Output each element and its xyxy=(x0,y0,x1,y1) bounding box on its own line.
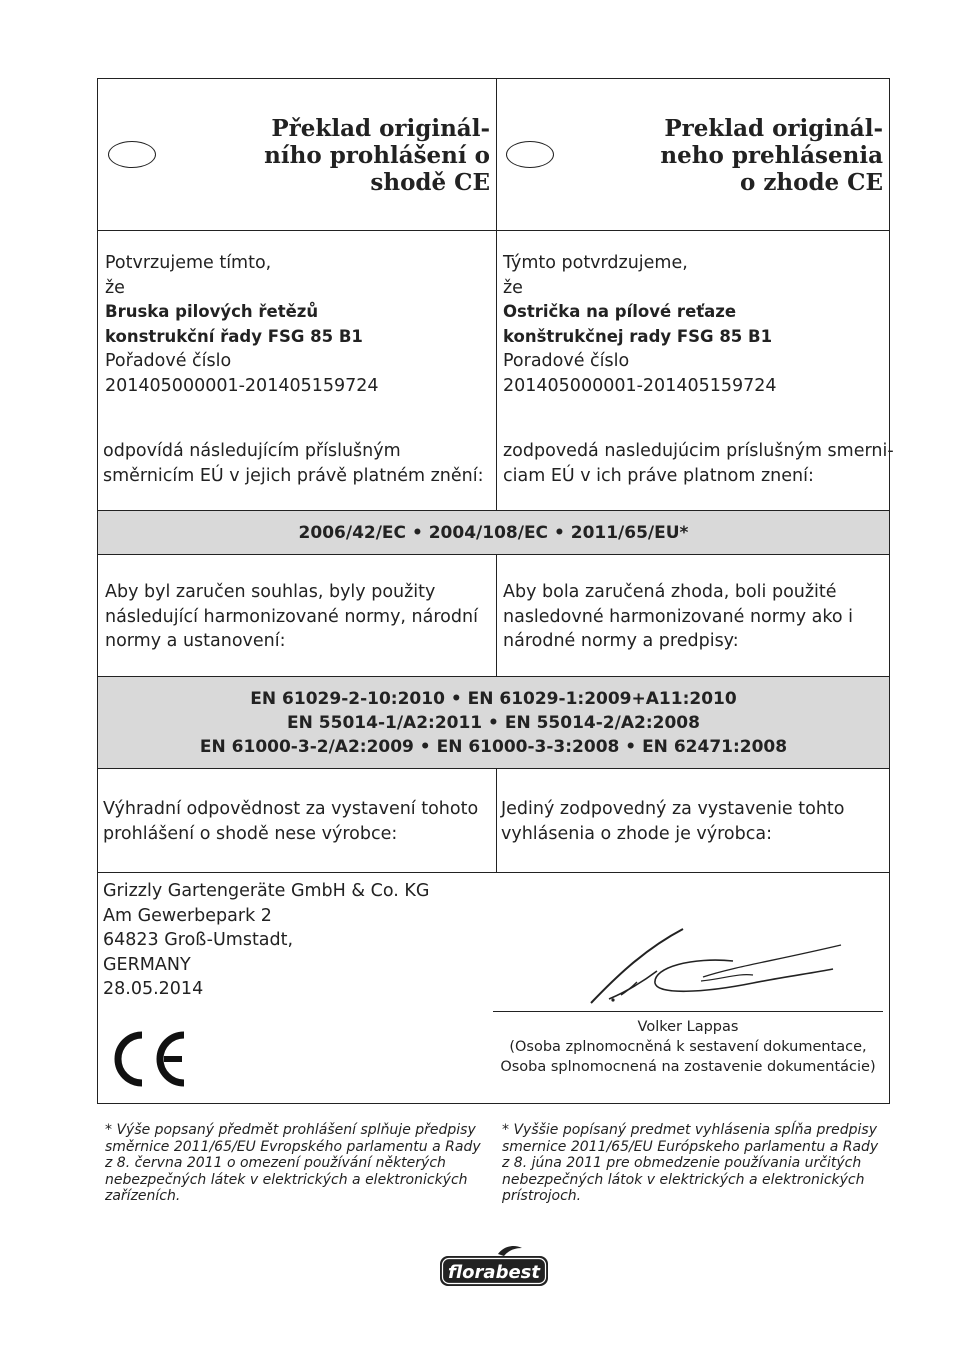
standards-row xyxy=(98,677,889,769)
responsibility-text-cz: Výhradní odpovědnost za vystavení tohoto prohlášení o shodě nese výrobce: xyxy=(103,799,479,844)
directives-list: 2006/42/EC • 2004/108/EC • 2011/65/EU* xyxy=(298,523,689,543)
footnote-sk: * Vyššie popísaný predmet vyhlásenia spĺňa predpisy smernice 2011/65/EU Európskeho parlamentu a Rady z 8. júna 2011 pre obmedzenie používania určitých nebezpečných látok v elektrických a elektronických prístrojoch. xyxy=(502,1122,879,1204)
responsibility-right-cell xyxy=(497,769,889,872)
standards-list: EN 61029-2-10:2010 • EN 61029-1:2009+A11:2010 EN 55014-1/A2:2011 • EN 55014-2/A2:2008 EN 61000-3-2/A2:2009 • EN 61000-3-3:2008 • EN 62471:2008 xyxy=(199,689,788,757)
responsibility-left-cell xyxy=(98,769,497,872)
header-left-cell xyxy=(98,79,497,230)
footnote-cz: * Výše popsaný předmět prohlášení splňuje předpisy směrnice 2011/65/EU Evropského parlamentu a Rady z 8. června 2011 o omezení používání některých nebezpečných látek v elektrických a elektronických zařízeních. xyxy=(105,1122,481,1204)
directives-row xyxy=(98,511,889,555)
harmonized-text-cz: Aby byl zaručen souhlas, byly použity následující harmonizované normy, národní normy a ustanovení: xyxy=(105,582,478,651)
signatory-name: Volker Lappas xyxy=(637,1019,739,1035)
header-right-cell xyxy=(497,79,889,230)
declaration-product-cz: Potvrzujeme tímto, že Bruska pilových řetězů konstrukční řady FSG 85 B1 Pořadové číslo 201405000001-201405159724 xyxy=(105,253,379,396)
declaration-product-sk: Týmto potvrdzujeme, že Ostrička na pílové reťaze konštrukčnej rady FSG 85 B1 Poradové číslo 201405000001-201405159724 xyxy=(503,253,777,396)
language-flag-oval-sk xyxy=(506,141,554,168)
signature-line xyxy=(493,1011,883,1012)
harmonized-row xyxy=(98,555,889,677)
svg-text:florabest: florabest xyxy=(448,1262,540,1283)
harmonized-text-sk: Aby bola zaručená zhoda, boli použité nasledovné harmonizované normy ako i národné normy a predpisy: xyxy=(503,582,853,651)
manufacturer-block: Grizzly Gartengeräte GmbH & Co. KG Am Gewerbepark 2 64823 Groß-Umstadt, GERMANY 28.05.2014 xyxy=(103,881,430,999)
responsibility-text-sk: Jediný zodpovedný za vystavenie tohto vyhlásenia o zhode je výrobca: xyxy=(501,799,845,844)
responsibility-row xyxy=(98,769,889,873)
declaration-row xyxy=(98,231,894,511)
declaration-conform-sk: zodpovedá nasledujúcim príslušným smerni- ciam EÚ v ich práve platnom znení: xyxy=(503,441,894,486)
signature-image xyxy=(583,925,853,1010)
header-title-cz: Překlad originál- ního prohlášení o shodě CE xyxy=(264,115,490,196)
florabest-logo xyxy=(438,1244,550,1289)
declaration-table xyxy=(97,78,894,1104)
ce-mark-icon xyxy=(106,1029,186,1089)
language-flag-oval-cz xyxy=(108,141,156,168)
declaration-left-cell xyxy=(98,231,497,510)
header-title-sk: Preklad originál- neho prehlásenia o zhode CE xyxy=(660,115,883,196)
declaration-conform-cz: odpovídá následujícím příslušným směrnicím EÚ v jejich právě platném znění: xyxy=(103,441,484,486)
header-row xyxy=(98,79,889,231)
declaration-right-cell xyxy=(497,231,894,510)
harmonized-right-cell xyxy=(497,555,889,676)
signatory-block: Volker Lappas (Osoba zplnomocněná k sestavení dokumentace, Osoba splnomocnená na zostavenie dokumentácie) xyxy=(493,1017,883,1077)
harmonized-left-cell xyxy=(98,555,497,676)
